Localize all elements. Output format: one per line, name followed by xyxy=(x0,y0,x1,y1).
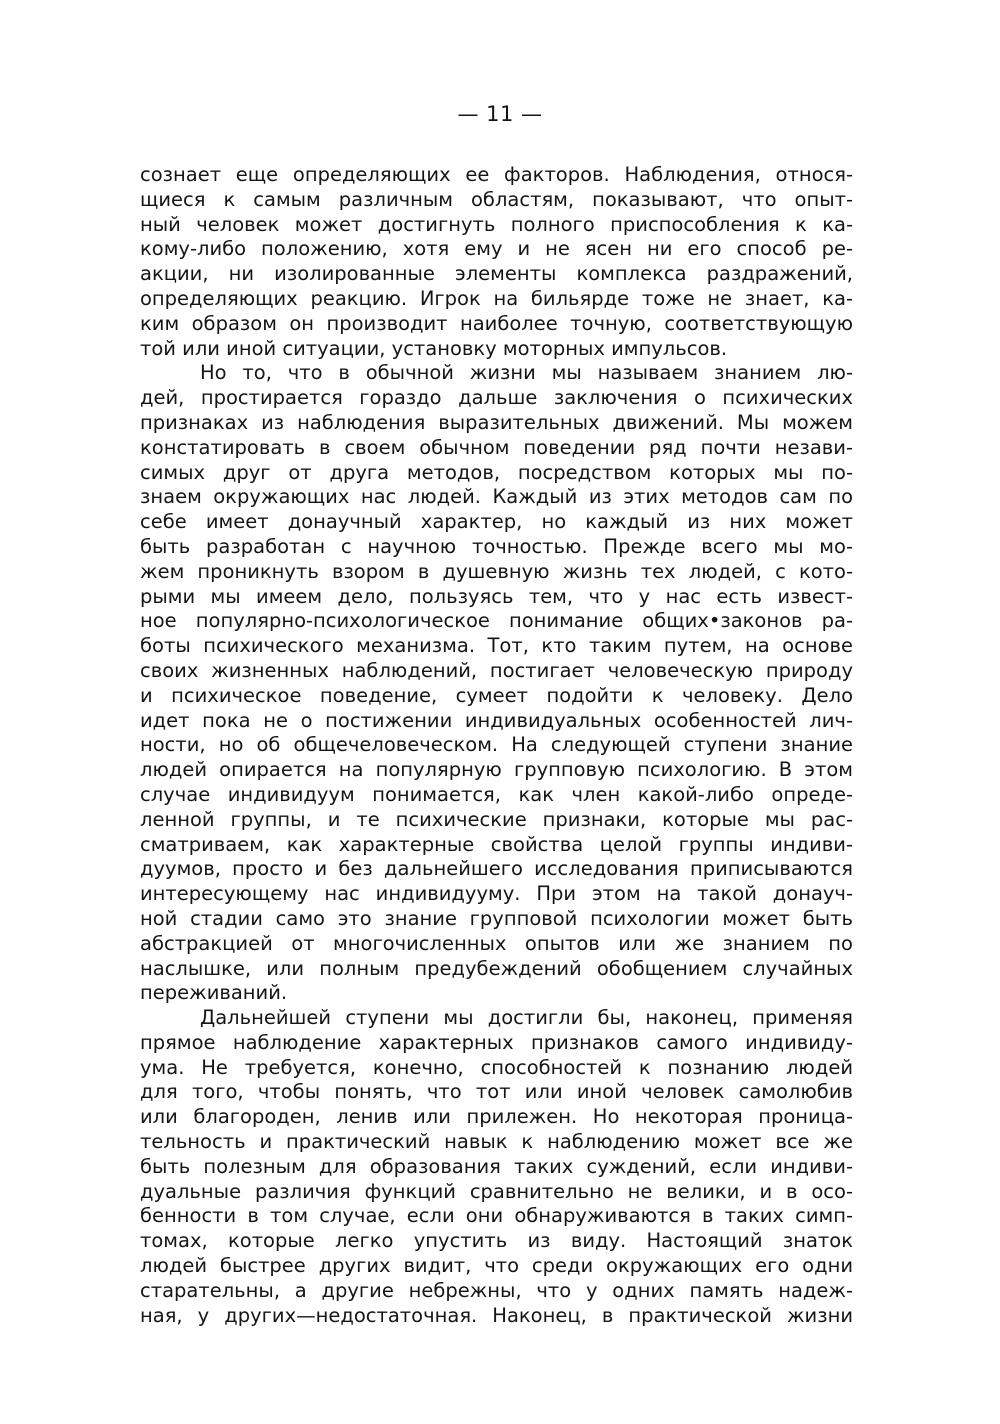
text-line: признаках из наблюдения выразительных движений. Мы можем xyxy=(140,410,853,434)
text-line: ума. Не требуется, конечно, способностей к познанию людей xyxy=(140,1055,853,1079)
text-line: сознает еще определяющих ее факторов. Наблюдения, относя- xyxy=(140,163,853,186)
page-number: — 11 — xyxy=(457,102,543,126)
text-line: идет пока не о постижении индивидуальных особенностей лич- xyxy=(140,708,853,732)
text-line: кому-либо положению, хотя ему и не ясен ни его способ ре- xyxy=(140,237,853,261)
text-line: прямое наблюдение характерных признаков самого индивиду- xyxy=(140,1030,853,1054)
text-line: ким образом он производит наиболее точную, соответствующую xyxy=(140,311,853,335)
text-line: ная, у других—недостаточная. Наконец, в практической жизни xyxy=(140,1303,853,1327)
text-line: жем проникнуть взором в душевную жизнь тех людей, с кото- xyxy=(140,559,853,583)
text-line: наслышке, или полным предубеждений обобщением случайных xyxy=(140,956,853,980)
text-line: дуальные различия функций сравнительно не велики, и в осо- xyxy=(140,1179,853,1203)
text-line: ности, но об общечеловеческом. На следующей ступени знание xyxy=(140,733,853,757)
text-line: томах, которые легко упустить из виду. Настоящий знаток xyxy=(140,1229,853,1253)
text-line: интересующему нас индивидууму. При этом на такой донауч- xyxy=(140,882,853,906)
text-line: себе имеет донаучный характер, но каждый из них может xyxy=(140,510,853,534)
text-line: ной стадии само это знание групповой психологии может быть xyxy=(140,906,853,930)
text-line: ный человек может достигнуть полного приспособления к ка- xyxy=(140,212,853,236)
text-line: дуумов, просто и без дальнейшего исследования приписываются xyxy=(140,857,853,881)
text-line: симых друг от друга методов, посредством которых мы по- xyxy=(140,460,853,484)
text-line: быть разработан с научною точностью. Прежде всего мы мо- xyxy=(140,534,853,558)
text-line: той или иной ситуации, установку моторных импульсов. xyxy=(140,336,728,360)
text-line: дей, простирается гораздо дальше заключения о психических xyxy=(140,386,853,410)
text-line: и психическое поведение, сумеет подойти к человеку. Дело xyxy=(140,683,853,707)
text-line: людей опирается на популярную групповую психологию. В этом xyxy=(140,758,853,782)
text-line: рыми мы имеем дело, пользуясь тем, что у нас есть извест- xyxy=(140,584,853,608)
text-line: случае индивидуум понимается, как член какой-либо опреде- xyxy=(140,782,853,806)
text-line: констатировать в своем обычном поведении ряд почти незави- xyxy=(140,435,853,459)
text-line: бенности в том случае, если они обнаруживаются в таких симп- xyxy=(140,1204,853,1228)
text-line: своих жизненных наблюдений, постигает человеческую природу xyxy=(140,658,853,682)
text-line: боты психического механизма. Тот, кто таким путем, на основе xyxy=(140,634,853,658)
text-line: сматриваем, как характерные свойства целой группы индиви- xyxy=(140,832,853,856)
text-line: абстракцией от многочисленных опытов или же знанием по xyxy=(140,931,853,955)
text-line: старательны, а другие небрежны, что у одних память надеж- xyxy=(140,1278,853,1302)
text-line: ное популярно-психологическое понимание общих•законов ра- xyxy=(140,609,853,633)
text-line: или благороден, ленив или прилежен. Но некоторая проница- xyxy=(140,1105,853,1129)
text-line: переживаний. xyxy=(140,981,288,1005)
text-line: тельность и практический навык к наблюдению может все же xyxy=(140,1130,853,1154)
text-line: ленной группы, и те психические признаки, которые мы рас- xyxy=(140,807,853,831)
text-line: знаем окружающих нас людей. Каждый из этих методов сам по xyxy=(140,485,853,509)
text-line: щиеся к самым различным областям, показывают, что опыт- xyxy=(140,187,853,211)
text-line: людей быстрее других видит, что среди окружающих его одни xyxy=(140,1254,853,1278)
text-line: Но то, что в обычной жизни мы называем знанием лю- xyxy=(200,361,853,385)
text-line: для того, чтобы понять, что тот или иной человек самолюбив xyxy=(140,1080,853,1104)
text-line: Дальнейшей ступени мы достигли бы, наконец, применяя xyxy=(200,1006,853,1030)
text-line: определяющих реакцию. Игрок на бильярде тоже не знает, ка- xyxy=(140,286,853,310)
text-line: быть полезным для образования таких суждений, если индиви- xyxy=(140,1154,853,1178)
body-text xyxy=(140,163,853,1328)
text-line: акции, ни изолированные элементы комплекса раздражений, xyxy=(140,262,853,286)
